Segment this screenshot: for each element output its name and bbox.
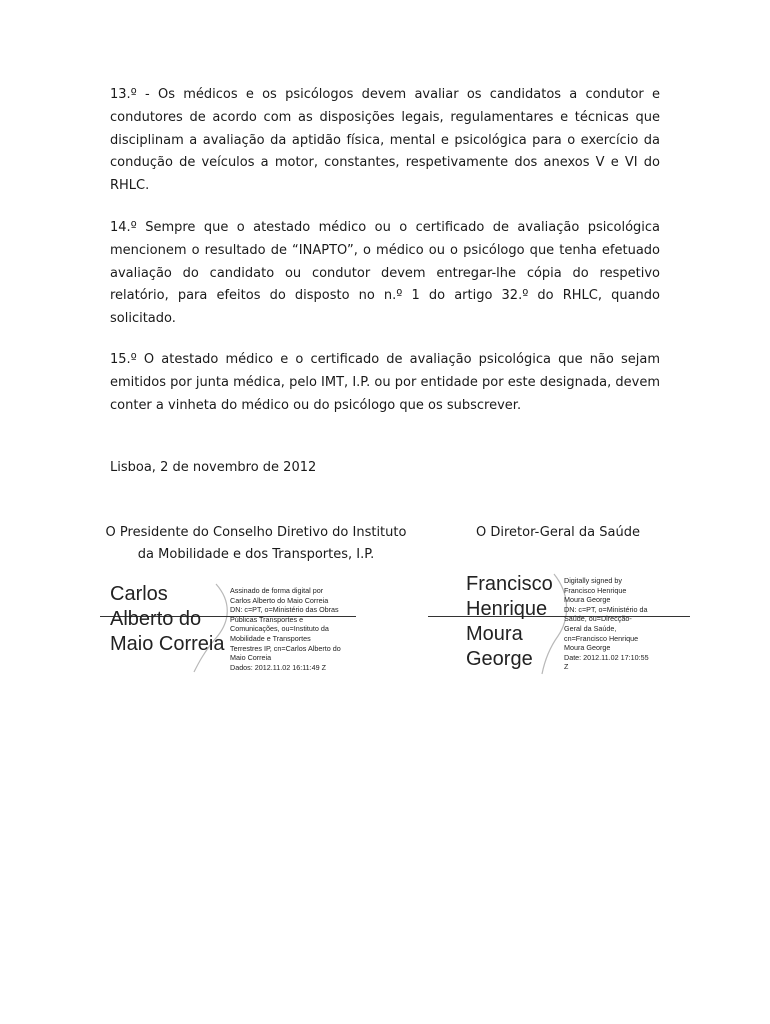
signature-detail-line: Francisco Henrique	[564, 585, 627, 595]
signature-detail-line: Públicas Transportes e	[230, 614, 304, 624]
signature-name-right	[466, 572, 553, 672]
paragraph-14: 14.º Sempre que o atestado médico ou o certificado de avaliação psicológica mencionem o resultado de “INAPTO”, o médico ou o psicólogo que tenha efetuado avaliação do candidato ou condutor devem entregar-lhe cópia do respetivo relatório, para efeitos do disposto no n.º 1 do artigo 32.º do RHLC, quando solicitado.	[110, 220, 660, 327]
signatory-left-role-line2: da Mobilidade e dos Transportes, I.P.	[137, 547, 375, 562]
signature-detail-line: Z	[564, 662, 569, 672]
signature-detail-line: cn=Francisco Henrique	[564, 633, 639, 643]
signature-details-right	[564, 576, 688, 672]
digital-signature-left	[110, 582, 360, 674]
signature-name-left-line: Alberto do	[110, 608, 202, 630]
signature-name-left-line: Maio Correia	[110, 633, 225, 655]
signature-detail-line: Geral da Saúde,	[564, 623, 617, 633]
signature-detail-line: Maio Correia	[230, 653, 272, 663]
paragraph-15: 15.º O atestado médico e o certificado de avaliação psicológica que não sejam emitidos por junta médica, pelo IMT, I.P. ou por entidade por este designada, devem conter a vinheta do médico ou do psicólogo que os subscrever.	[110, 352, 660, 413]
signature-detail-line: DN: c=PT, o=Ministério das Obras	[230, 605, 339, 615]
signature-name-right-line: Francisco	[466, 573, 553, 595]
place-and-date: Lisboa, 2 de novembro de 2012	[110, 460, 317, 475]
signature-detail-line: DN: c=PT, o=Ministério da	[564, 604, 648, 614]
signature-detail-line: Date: 2012.11.02 17:10:55	[564, 652, 649, 662]
signature-detail-line: Assinado de forma digital por	[230, 586, 324, 595]
paragraph-13: 13.º - Os médicos e os psicólogos devem avaliar os candidatos a condutor e condutores de acordo com as disposições legais, regulamentares e técnicas que disciplinam a avaliação da aptidão física, mental e psicológica para o exercício da condução de veículos a motor, constantes, respetivamente dos anexos V e VI do RHLC.	[110, 87, 660, 194]
signature-detail-line: Terrestres IP, cn=Carlos Alberto do	[230, 643, 341, 653]
signature-name-right-line: Moura	[466, 623, 523, 645]
signature-name-right-line: Henrique	[466, 598, 548, 620]
signature-detail-line: Moura George	[564, 595, 611, 605]
signature-name-left-line: Carlos	[110, 583, 168, 605]
signature-detail-line: Digitally signed by	[564, 576, 622, 585]
signature-detail-line: Saúde, ou=Direcção-	[564, 614, 632, 624]
signatory-left-role-line1: O Presidente do Conselho Diretivo do Instituto	[105, 525, 407, 540]
signature-details-left	[230, 586, 350, 672]
signature-name-right-line: George	[466, 648, 533, 670]
signature-detail-line: Moura George	[564, 643, 611, 653]
signature-detail-line: Comunicações, ou=Instituto da	[230, 624, 329, 634]
signatory-right-role-line1: O Diretor-Geral da Saúde	[476, 525, 640, 540]
signatory-left-role	[96, 522, 416, 566]
digital-signature-right	[428, 572, 690, 676]
signatory-right-role	[466, 522, 650, 544]
signature-detail-line: Mobilidade e Transportes	[230, 633, 311, 643]
signature-detail-line: Dados: 2012.11.02 16:11:49 Z	[230, 662, 327, 672]
signature-name-left	[110, 582, 224, 657]
signature-detail-line: Carlos Alberto do Maio Correia	[230, 595, 329, 605]
